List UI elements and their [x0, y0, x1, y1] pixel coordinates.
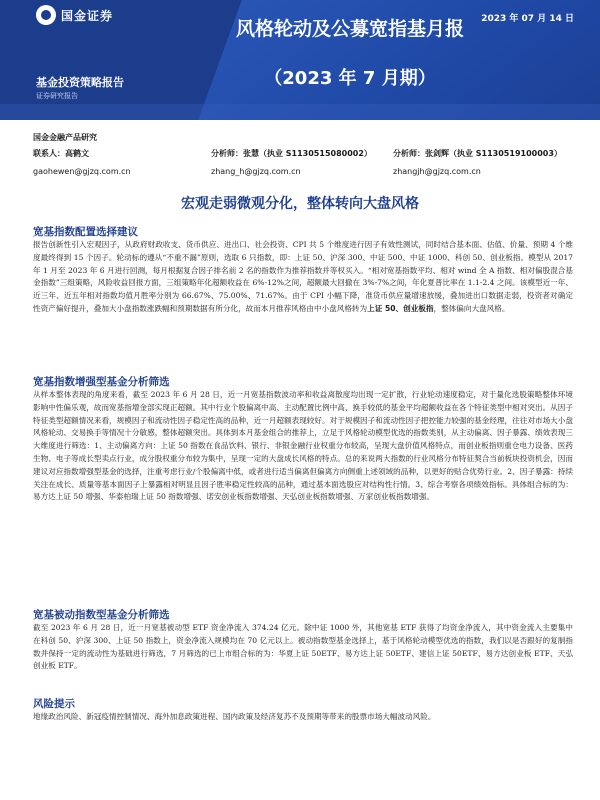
- report-type: 基金投资策略报告: [36, 76, 124, 89]
- body-emphasis: 上证 50、创业板指: [367, 303, 434, 313]
- contact-3: [393, 148, 562, 176]
- contacts-block: [33, 148, 573, 182]
- contact-role: 分析师：: [211, 149, 243, 158]
- section-body: [33, 239, 573, 316]
- banner-stripe: [0, 104, 600, 120]
- headline: 宏观走弱微观分化，整体转向大盘风格: [181, 196, 419, 212]
- contact-email[interactable]: zhang_h@gjzq.com.cn: [211, 167, 301, 176]
- logo-text: 国金证券: [61, 8, 114, 23]
- contact-2: [211, 148, 372, 176]
- contact-1: [33, 148, 131, 176]
- report-date: 2023 年 07 月 14 日: [481, 14, 574, 24]
- section-body: 截至 2023 年 6 月 28 日，近一月宽基被动型 ETF 资金净流入 374.24 亿元。除中证 1000 外，其他宽基 ETF 获得了均资金净流入，其中资金流入主要集中在科创 50、沪深 300、上证 50 指数上，资金净流入规模均在 70 亿元以上。被动指数型基金选择上，基于风格轮动模型优选的指数，我们以是否跟好的复制指数并保持一定的流动性为基础进行筛选，7 月筛选的已上市组合标的为：华夏上证 50ETF、易方达上证 50ETF、建信上证 50ETF、易方达创业板 ETF、天弘创业板 ETF。: [33, 623, 573, 671]
- section-heading: 风险提示: [33, 698, 75, 710]
- body-text: 报告创新性引入宏观因子，从政府财政收支、货币供应、进出口、社会投资、CPI 共 5 个维度进行因子有效性测试，同时结合基本面、估值、价量、预期 4 个维度最终得到 15 个因子。轮动标的遵从“不重不漏”原则，选取 6 只指数，即：上证 50、沪深 300、中证 500、中证 1000、科创 50、创业板指。模型从 2017 年 1 月至 2023 年 6 月进行回测，每月根据复合因子排名前 2 名的指数作为推荐指数并等权买入。“相对宽基指数平均、相对 wind 全 A 指数、相对偏股混合基金指数”三组策略，风险收益回报方面，三组策略年化超额收益在 6%-12%之间，超额最大回撤在 3%-7%之间，年化夏普比率在 1.1-2.4 之间。该模型近一年、近三年、近五年相对指数均值月胜率分别为 66.67%、75.00%、71.67%。由于 CPI 小幅下降，准货币供应量增速放缓，叠加进出口数据走弱，投资者对确定性资产偏好提升，叠加大小盘指数涨跌幅和预期数据有所分化，故而本月推荐风格由中小盘风格转为: [33, 240, 573, 313]
- contact-email[interactable]: zhangjh@gjzq.com.cn: [393, 167, 481, 176]
- report-subtitle: （2023 年 7 月期）: [264, 68, 436, 89]
- contact-email[interactable]: gaohewen@gjzq.com.cn: [33, 167, 131, 176]
- body-text-end: ，整体偏向大盘风格。: [433, 303, 510, 313]
- report-department: 证券研究报告: [36, 92, 78, 100]
- contact-role: 联系人：: [33, 149, 65, 158]
- header-banner: [0, 0, 600, 120]
- organization-name: 国金金融产品研究: [33, 133, 97, 142]
- contact-role: 分析师：: [393, 149, 425, 158]
- section-risk: [33, 697, 573, 724]
- section-body: 从样本整体表现的角度来看，截至 2023 年 6 月 28 日，近一月宽基指数波动率和收益离散度均出现一定扩散，行业轮动速度稳定，对于量化选股策略整体环境影响中性偏乐观，故而宽基指增金部实现正超额。其中行业个股偏离中高、主动配置比例中高、换手较低的基金平均超额收益在各个特征类型中相对突出。从因子特征类型超额情况来看，规模因子和流动性因子稳定性高的品种，近一月超额表现较好。对于规模因子和流动性因子把控能力较强的基金经理，往往对市场大小盘风格轮动、交易换手等情况十分敏感，整体超额突出。具体到本月基金组合的推荐上，立足于风格轮动模型优选的指数类别，从主动偏离、因子暴露、绩效表现三大维度进行筛选：1、主动偏离方向：上证 50 指数在食品饮料、银行、非银金融行业权重分布较高，呈现大盘价值风格特点，而创业板指则重仓电力设备、医药生物、电子等成长型卖点行业，成分股权重分布较为集中，呈现一定的大盘成长风格的特点。总的来说两大指数的行业风格分布特征契合当前板块投资机会，因而建议对应指数增强型基金的选择，注重考虑行业/个股偏离中低，或者进行适当偏离但偏离方向侧重上述领域的品种，以更好的贴合优势行业。2、因子暴露：持续关注在成长、质量等基本面因子上暴露相对明显且因子胜率稳定性较高的品种，通过基本面选股应对结构性行情。3、综合考察各项绩效指标。具体组合标的为：易方达上证 50 增强、华泰柏瑞上证 50 指数增强、诺安创业板指数增强、天弘创业板指数增强、万家创业板指数增强。: [33, 390, 573, 502]
- section-heading: 宽基指数配置选择建议: [33, 226, 138, 238]
- contact-name: 张慧（执业 S1130515080002）: [243, 149, 372, 158]
- section-heading: 宽基指数增强型基金分析筛选: [33, 376, 170, 388]
- company-logo: [36, 5, 113, 25]
- section-passive-funds: [33, 608, 573, 673]
- section-body: 地缘政治风险、新冠疫情控制情况、海外加息政策进程、国内政策及经济复苏不及预期等带来的股票市场大幅波动风险。: [33, 712, 436, 721]
- report-title: 风格轮动及公募宽指基月报: [235, 18, 464, 40]
- section-enhanced-funds: [33, 375, 573, 504]
- contact-name: 张剑辉（执业 S1130519100003）: [425, 149, 562, 158]
- section-allocation: [33, 225, 573, 316]
- section-heading: 宽基被动指数型基金分析筛选: [33, 609, 170, 621]
- contact-name: 高鹤文: [65, 149, 89, 158]
- logo-icon: [36, 5, 56, 25]
